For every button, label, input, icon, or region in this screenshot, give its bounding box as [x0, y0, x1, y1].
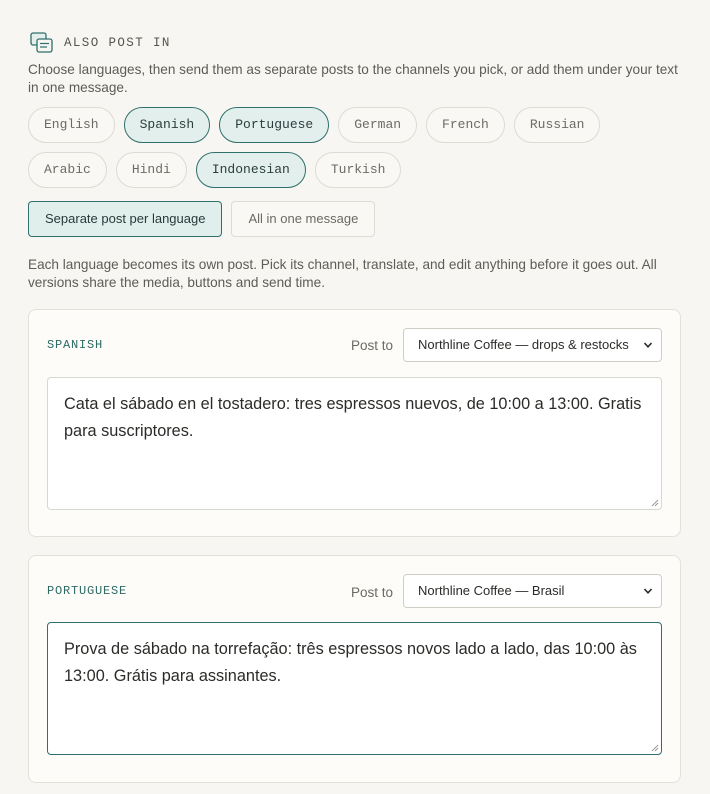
channel-select[interactable] — [403, 328, 662, 362]
mode-description: Each language becomes its own post. Pick its channel, translate, and edit anything before it goes out. All versions share the media, buttons and send time. — [28, 257, 657, 290]
chip-english[interactable]: English — [28, 107, 115, 143]
chip-indonesian[interactable]: Indonesian — [196, 152, 306, 188]
channel-select[interactable] — [403, 574, 662, 608]
language-card-portuguese — [28, 555, 681, 783]
translation-text: Cata el sábado en el tostadero: tres espressos nuevos, de 10:00 a 13:00. Gratis para suscriptores. — [64, 395, 642, 440]
translation-textarea[interactable] — [47, 622, 662, 755]
language-chips-row-1 — [28, 107, 600, 143]
channel-select-value: Northline Coffee — Brasil — [418, 583, 565, 598]
resize-grip-icon[interactable] — [651, 499, 659, 507]
chip-german[interactable]: German — [338, 107, 417, 143]
resize-grip-icon[interactable] — [651, 744, 659, 752]
chip-french[interactable]: French — [426, 107, 505, 143]
mode-separate-button[interactable]: Separate post per language — [28, 201, 222, 237]
channel-select-value: Northline Coffee — drops & restocks — [418, 337, 629, 352]
intro-text: Choose languages, then send them as separate posts to the channels you pick, or add them under your text in one message. — [28, 62, 678, 95]
chip-hindi[interactable]: Hindi — [116, 152, 187, 188]
section-header — [30, 32, 171, 54]
post-to-label: Post to — [350, 585, 393, 600]
chip-arabic[interactable]: Arabic — [28, 152, 107, 188]
card-language-label: PORTUGUESE — [47, 584, 128, 598]
card-language-label: SPANISH — [47, 338, 104, 352]
chip-russian[interactable]: Russian — [514, 107, 601, 143]
mode-combined-button[interactable]: All in one message — [231, 201, 375, 237]
section-title: ALSO POST IN — [64, 36, 171, 50]
message-stack-icon — [30, 32, 54, 54]
chip-turkish[interactable]: Turkish — [315, 152, 402, 188]
translation-textarea[interactable] — [47, 377, 662, 510]
translation-text: Prova de sábado na torrefação: três espressos novos lado a lado, das 10:00 às 13:00. Grátis para assinantes. — [64, 640, 637, 685]
chevron-down-icon — [643, 340, 653, 350]
language-card-spanish — [28, 309, 681, 537]
chip-portuguese[interactable]: Portuguese — [219, 107, 329, 143]
language-chips-row-2 — [28, 152, 401, 188]
mode-toggle — [28, 201, 375, 237]
chevron-down-icon — [643, 586, 653, 596]
post-to-label: Post to — [350, 338, 393, 353]
chip-spanish[interactable]: Spanish — [124, 107, 211, 143]
